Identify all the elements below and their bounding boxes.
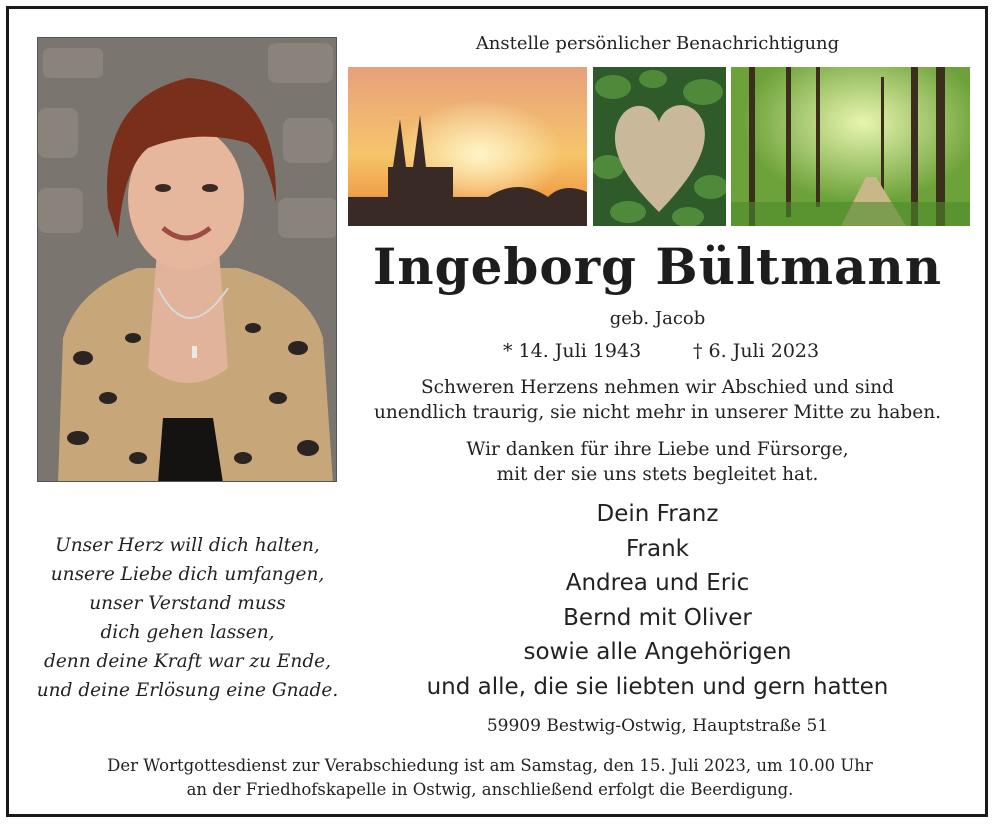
family-member: Bernd mit Oliver [563,604,752,631]
thanks-text [345,437,970,487]
birth-date: * 14. Juli 1943 [503,340,642,362]
family-member: und alle, die sie liebten und gern hatten [426,673,889,700]
family-member: sowie alle Angehörigen [523,639,792,665]
poem-line: und deine Erlösung eine Gnade. [36,680,339,701]
family-member: Dein Franz [596,501,719,527]
service-line: an der Friedhofskapelle in Ostwig, anschließend erfolgt die Beerdigung. [186,780,794,799]
poem-line: denn deine Kraft war zu Ende, [43,651,332,672]
farewell-text [345,375,970,425]
family-member: Frank [625,535,689,562]
poem-line: dich gehen lassen, [100,622,275,643]
poem [20,531,355,705]
service-line: Der Wortgottesdienst zur Verabschiedung ist am Samstag, den 15. Juli 2023, um 10.00 Uhr [107,756,873,775]
maiden-name: geb. Jacob [609,308,706,329]
poem-line: Unser Herz will dich halten, [55,535,320,556]
thanks-line: mit der sie uns stets begleitet hat. [496,464,819,485]
portrait-photo [37,37,337,482]
notice-text: Anstelle persönlicher Benachrichtigung [475,33,840,54]
farewell-line: unendlich traurig, sie nicht mehr in unserer Mitte zu haben. [373,402,942,423]
address: 59909 Bestwig-Ostwig, Hauptstraße 51 [486,716,829,736]
cologne-sunset-image [348,67,587,226]
forest-path-image [731,67,970,226]
poem-line: unsere Liebe dich umfangen, [50,564,325,585]
farewell-line: Schweren Herzens nehmen wir Abschied und sind [420,377,895,398]
deceased-name: Ingeborg Bültmann [372,237,943,296]
heart-ivy-image [593,67,726,226]
family-member: Andrea und Eric [565,570,750,596]
thanks-line: Wir danken für ihre Liebe und Fürsorge, [466,439,849,460]
service-info [20,754,960,802]
poem-line: unser Verstand muss [89,593,286,614]
family-list [345,497,970,704]
death-date: † 6. Juli 2023 [693,340,820,362]
